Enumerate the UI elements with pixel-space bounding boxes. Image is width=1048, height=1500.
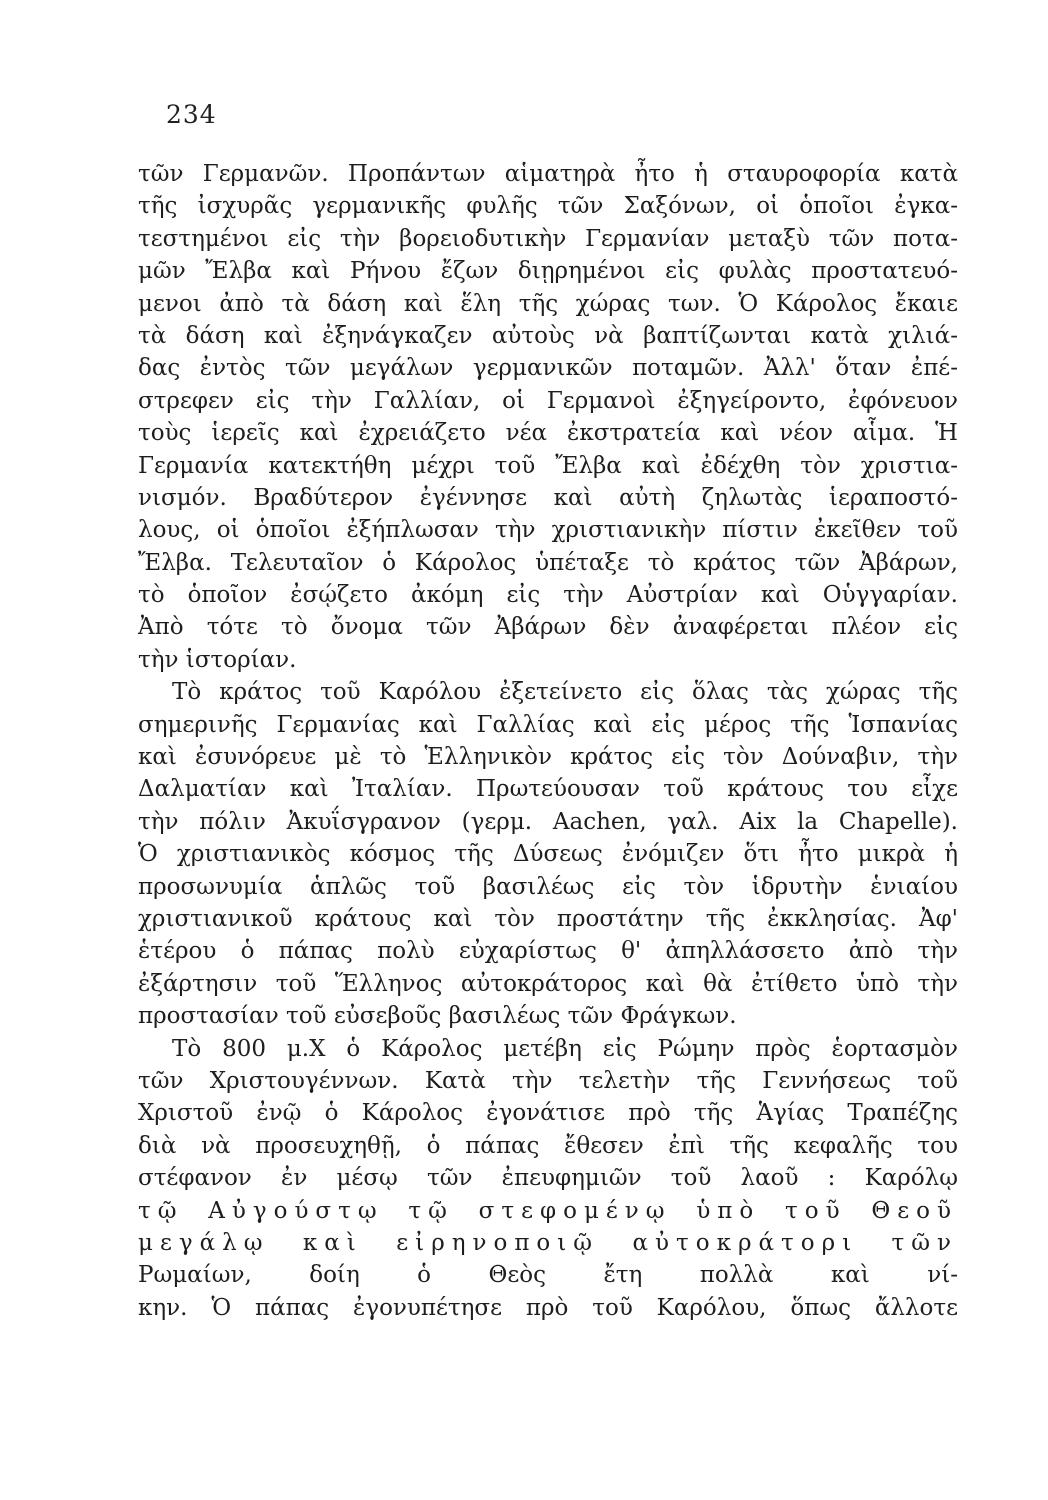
text-line: στρεφεν εἰς τὴν Γαλλίαν, οἱ Γερμανοὶ ἐξηγείροντο, ἐφόνευον xyxy=(138,387,958,414)
text-line: τῶν Χριστουγέννων. Κατὰ τὴν τελετὴν τῆς Γεννήσεως τοῦ xyxy=(138,1067,958,1094)
text-line: τὸ ὁποῖον ἐσῴζετο ἀκόμη εἰς τὴν Αὐστρίαν καὶ Οὑγγαρίαν. xyxy=(138,582,958,609)
paragraph-1 xyxy=(138,158,958,676)
text-line: τῶν Γερμανῶν. Προπάντων αἱματηρὰ ἦτο ἡ σταυροφορία κατὰ xyxy=(138,161,958,187)
text-line: τῷ Αὐγούστῳ τῷ στεφομένῳ ὑπὸ τοῦ Θεοῦ xyxy=(138,1197,958,1224)
text-line: τὴν ἱστορίαν. xyxy=(138,646,297,673)
text-line: μενοι ἀπὸ τὰ δάση καὶ ἕλη τῆς χώρας των. Ὁ Κάρολος ἔκαιε xyxy=(138,290,958,317)
text-line: στέφανον ἐν μέσῳ τῶν ἐπευφημιῶν τοῦ λαοῦ : Καρόλῳ xyxy=(138,1165,958,1192)
text-line: Χριστοῦ ἐνῷ ὁ Κάρολος ἐγονάτισε πρὸ τῆς Ἁγίας Τραπέζης xyxy=(138,1100,958,1127)
text-line: Τὸ κράτος τοῦ Καρόλου ἐξετείνετο εἰς ὅλας τὰς χώρας τῆς xyxy=(172,679,958,706)
text-line: προστασίαν τοῦ εὐσεβοῦς βασιλέως τῶν Φράγκων. xyxy=(138,1003,737,1030)
text-line: Ἔλβα. Τελευταῖον ὁ Κάρολος ὑπέταξε τὸ κράτος τῶν Ἀβάρων, xyxy=(138,549,958,576)
body-text xyxy=(138,158,958,1324)
text-line: Ἀπὸ τότε τὸ ὄνομα τῶν Ἀβάρων δὲν ἀναφέρεται πλέον εἰς xyxy=(138,614,958,641)
text-line: Ρωμαίων, δοίη ὁ Θεὸς ἔτη πολλὰ καὶ νί- xyxy=(138,1262,958,1289)
text-line: τοὺς ἱερεῖς καὶ ἐχρειάζετο νέα ἐκστρατεία καὶ νέον αἷμα. Ἡ xyxy=(138,420,958,447)
text-line: χριστιανικοῦ κράτους καὶ τὸν προστάτην τῆς ἐκκλησίας. Ἀφ' xyxy=(138,905,958,932)
text-line: μῶν Ἔλβα καὶ Ρήνου ἔζων διῃρημένοι εἰς φυλὰς προστατευό- xyxy=(138,258,958,285)
text-line: λους, οἱ ὁποῖοι ἐξήπλωσαν τὴν χριστιανικὴν πίστιν ἐκεῖθεν τοῦ xyxy=(138,517,958,544)
page-number: 234 xyxy=(166,100,217,129)
text-line: προσωνυμία ἁπλῶς τοῦ βασιλέως εἰς τὸν ἱδρυτὴν ἑνιαίου xyxy=(138,873,958,900)
paragraph-3 xyxy=(138,1033,958,1325)
text-line: δας ἐντὸς τῶν μεγάλων γερμανικῶν ποταμῶν. Ἀλλ' ὅταν ἐπέ- xyxy=(138,355,958,382)
text-line: κην. Ὁ πάπας ἐγονυπέτησε πρὸ τοῦ Καρόλου, ὅπως ἄλλοτε xyxy=(138,1294,958,1321)
text-line: Ὁ χριστιανικὸς κόσμος τῆς Δύσεως ἐνόμιζεν ὅτι ἦτο μικρὰ ἡ xyxy=(138,841,958,868)
text-line: διὰ νὰ προσευχηθῇ, ὁ πάπας ἔθεσεν ἐπὶ τῆς κεφαλῆς του xyxy=(138,1132,958,1159)
text-line: Τὸ 800 μ.Χ ὁ Κάρολος μετέβη εἰς Ρώμην πρὸς ἑορτασμὸν xyxy=(172,1035,958,1062)
text-line: τὰ δάση καὶ ἐξηνάγκαζεν αὐτοὺς νὰ βαπτίζωνται κατὰ χιλιά- xyxy=(138,322,958,349)
text-line: τὴν πόλιν Ἀκυΐσγρανον (γερμ. Aachen, γαλ. Aix la Chapelle). xyxy=(138,808,958,835)
text-line: μεγάλῳ καὶ εἰρηνοποιῷ αὐτοκράτορι τῶν xyxy=(138,1229,958,1256)
text-line: καὶ ἐσυνόρευε μὲ τὸ Ἑλληνικὸν κράτος εἰς τὸν Δούναβιν, τὴν xyxy=(138,744,958,771)
text-line: ἑτέρου ὁ πάπας πολὺ εὐχαρίστως θ' ἀπηλλάσσετο ἀπὸ τὴν xyxy=(138,938,958,965)
text-line: τεστημένοι εἰς τὴν βορειοδυτικὴν Γερμανίαν μεταξὺ τῶν ποτα- xyxy=(138,225,958,252)
text-line: Δαλματίαν καὶ Ἰταλίαν. Πρωτεύουσαν τοῦ κράτους του εἶχε xyxy=(138,776,958,803)
text-line: νισμόν. Βραδύτερον ἐγέννησε καὶ αὐτὴ ζηλωτὰς ἱεραποστό- xyxy=(138,484,958,511)
paragraph-2 xyxy=(138,676,958,1032)
text-line: Γερμανία κατεκτήθη μέχρι τοῦ Ἔλβα καὶ ἐδέχθη τὸν χριστια- xyxy=(138,452,958,479)
text-line: σημερινῆς Γερμανίας καὶ Γαλλίας καὶ εἰς μέρος τῆς Ἱσπανίας xyxy=(138,711,958,738)
text-line: τῆς ἰσχυρᾶς γερμανικῆς φυλῆς τῶν Σαξόνων, οἱ ὁποῖοι ἐγκα- xyxy=(138,193,958,220)
text-line: ἐξάρτησιν τοῦ Ἕλληνος αὐτοκράτορος καὶ θὰ ἐτίθετο ὑπὸ τὴν xyxy=(138,970,958,997)
